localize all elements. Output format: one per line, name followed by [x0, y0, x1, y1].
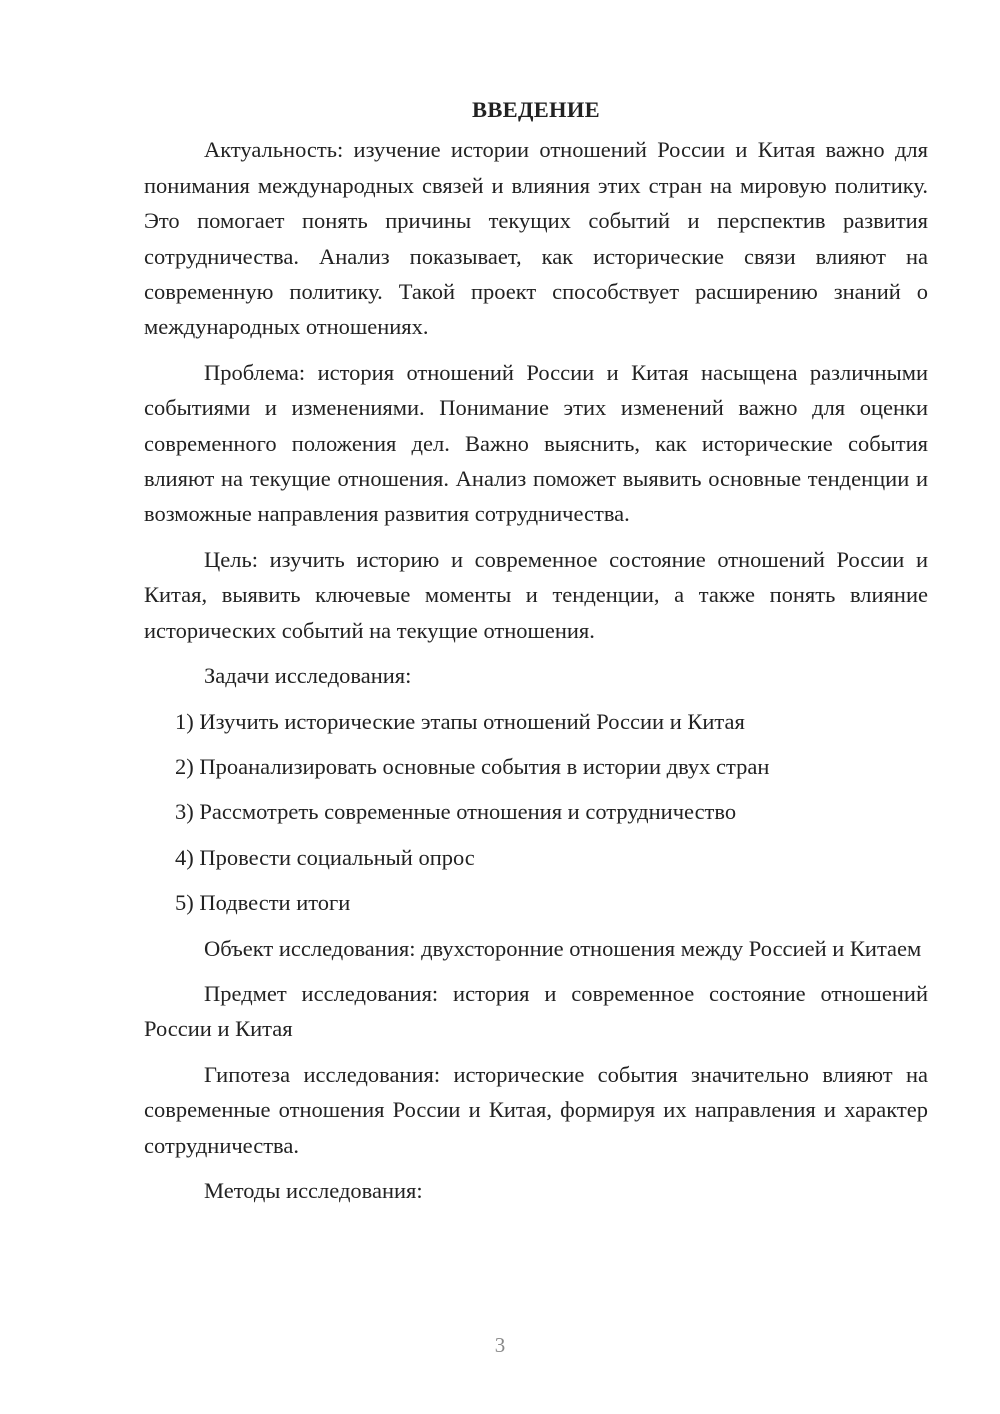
paragraph-tasks-heading: Задачи исследования: [204, 663, 412, 689]
section-title: ВВЕДЕНИЕ [472, 97, 600, 122]
paragraph-object: Объект исследования: двухсторонние отношения между Россией и Китаем [204, 935, 922, 961]
task-list [144, 704, 928, 921]
paragraph-goal: Цель: изучить историю и современное состояние отношений России и Китая, выявить ключевые моменты и тенденции, а также понять влияние исторических событий на текущие отношения. [144, 546, 928, 643]
paragraph-relevance: Актуальность: изучение истории отношений России и Китая важно для понимания международных связей и влияния этих стран на мировую политику. Это помогает понять причины текущих событий и перспектив развития сотрудничества. Анализ показывает, как исторические связи влияют на современную политику. Такой проект способствует расширению знаний о международных отношениях. [144, 137, 928, 340]
paragraph-subject: Предмет исследования: история и современное состояние отношений России и Китая [144, 980, 928, 1042]
list-item: 5) Подвести итоги [175, 890, 351, 916]
page-content [144, 92, 928, 1208]
page-number: 3 [494, 1333, 506, 1357]
list-item: 3) Рассмотреть современные отношения и сотрудничество [175, 799, 737, 825]
paragraph-methods-heading: Методы исследования: [204, 1177, 423, 1203]
list-item: 4) Провести социальный опрос [175, 844, 475, 870]
list-item: 1) Изучить исторические этапы отношений России и Китая [175, 708, 745, 734]
paragraph-problem: Проблема: история отношений России и Китая насыщена различными событиями и изменениями. Понимание этих изменений важно для оценки современного положения дел. Важно выяснить, как исторические события влияют на текущие отношения. Анализ поможет выявить основные тенденции и возможные направления развития сотрудничества. [144, 359, 928, 527]
list-item: 2) Проанализировать основные события в истории двух стран [175, 753, 770, 779]
paragraph-hypothesis: Гипотеза исследования: исторические события значительно влияют на современные отношения России и Китая, формируя их направления и характер сотрудничества. [144, 1061, 928, 1158]
